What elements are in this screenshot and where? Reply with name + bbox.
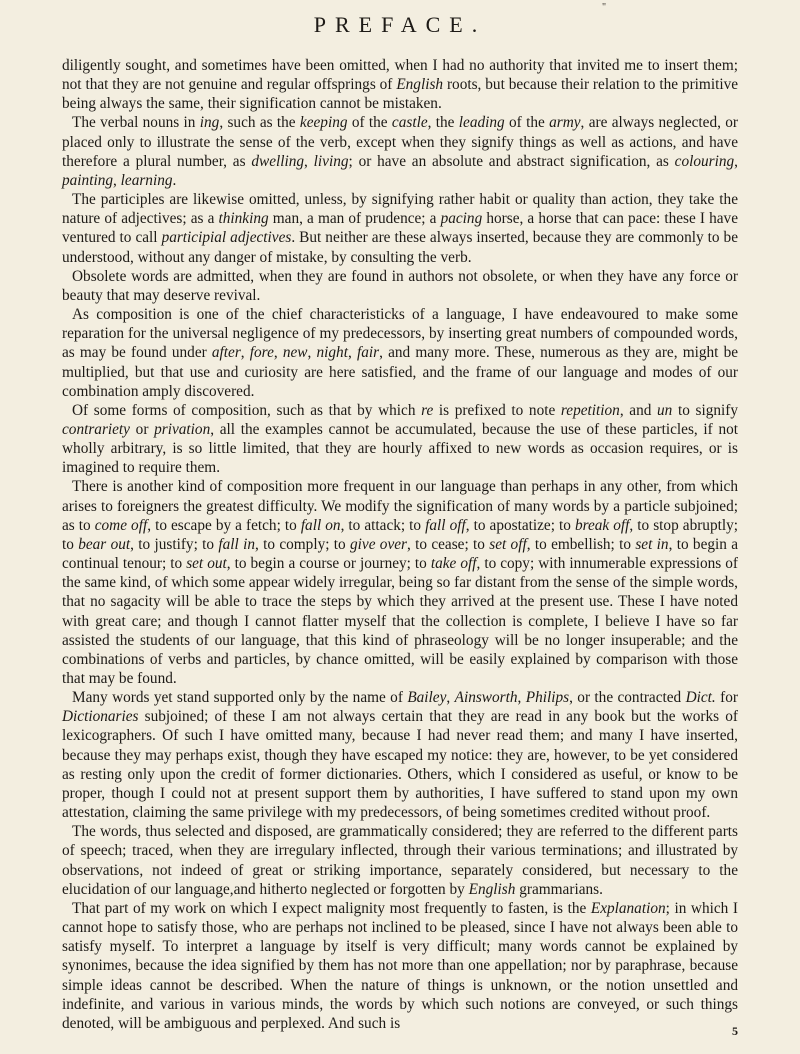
italic-term: English xyxy=(396,76,444,94)
text-run: , to embellish; to xyxy=(526,535,636,553)
text-run: , xyxy=(304,152,314,170)
text-run: , all the examples cannot be accumulated, because the use of these particles, if not wholly arbitrary, is so little limited, that they are hourly affixed to new words as occasion requires, or is imagined to require them. xyxy=(62,420,738,477)
text-run: , such as the xyxy=(219,114,300,132)
italic-term: new xyxy=(282,344,308,362)
text-run: , xyxy=(446,689,455,707)
text-run: There is another kind of composition more frequent in our language than perhaps in any other, from which arises to foreigners the greatest difficulty. We modify the signification of many words by a particle subjoined; as to xyxy=(62,478,738,534)
text-run: roots, but because their relation to the primitive being always the same, their signification cannot be mistaken. xyxy=(62,76,739,113)
italic-term: pacing xyxy=(440,210,483,228)
text-run: grammarians. xyxy=(515,880,603,898)
italic-term: living xyxy=(313,152,349,170)
italic-term: army xyxy=(549,114,581,132)
italic-term: fall in xyxy=(218,535,255,553)
text-run: ; in which I cannot hope to satisfy those, who are perhaps not inclined to be pleased, since I have not always been able to satisfy myself. To interpret a language by itself is very difficult; many words cannot be explained by synonimes, because the idea signified by them has not more than one appellation; nor by paraphrase, because simple ideas cannot be described. When the nature of things is unknown, or the notion unsettled and indefinite, and various in various minds, the words by which such notions are conveyed, or such things denoted, will be ambiguous and perplexed. And such is xyxy=(62,899,738,1032)
text-run: The verbal nouns in xyxy=(72,114,200,132)
paragraph xyxy=(62,401,738,478)
text-run: , the xyxy=(427,114,459,132)
italic-term: participial adjectives xyxy=(161,229,292,247)
text-run: , to begin a course or journey; to xyxy=(226,555,431,573)
italic-term: Explanation xyxy=(590,899,666,917)
italic-term: ing xyxy=(199,114,220,132)
italic-term: take off xyxy=(430,555,477,573)
italic-term: repetition xyxy=(560,401,620,419)
text-run: to signify xyxy=(672,401,738,419)
text-run: , to begin a continual tenour; to xyxy=(62,535,739,573)
italic-term: break off xyxy=(574,516,630,534)
italic-term: fair xyxy=(356,344,380,362)
running-title: PREFACE. xyxy=(313,12,487,37)
italic-term: come off xyxy=(94,516,148,534)
italic-term: privation xyxy=(154,420,211,438)
text-run: or xyxy=(129,420,155,438)
paragraph xyxy=(62,113,738,190)
text-run: , to cease; to xyxy=(407,535,490,553)
italic-term: learning xyxy=(120,171,173,189)
text-run: man, a man of prudence; a xyxy=(268,210,441,228)
italic-term: Ainsworth xyxy=(454,689,518,707)
italic-term: castle xyxy=(391,114,428,132)
text-run: Of some forms of composition, such as that by which xyxy=(72,401,422,419)
text-run: , to apostatize; to xyxy=(465,516,575,534)
text-run: , to attack; to xyxy=(340,516,426,534)
text-run: The participles are likewise omitted, unless, by signifying rather habit or quality than action, they take the nature of adjectives; as a xyxy=(62,191,738,228)
italic-term: fall on xyxy=(300,516,341,534)
italic-term: re xyxy=(421,401,434,419)
italic-term: Dict. xyxy=(685,689,716,707)
italic-term: after xyxy=(211,344,241,362)
italic-term: keeping xyxy=(299,114,348,132)
text-run: That part of my work on which I expect malignity most frequently to fasten, is the xyxy=(72,899,591,917)
text-run: , xyxy=(307,344,317,362)
text-run: of the xyxy=(347,114,392,132)
paragraph xyxy=(62,267,738,305)
paragraph xyxy=(62,56,738,113)
text-run: , and many more. These, numerous as they are, might be multiplied, but that use and curiosity are here satisfied, and the frame of our language and modes of our combination amply discovered. xyxy=(62,344,739,400)
text-run: , xyxy=(273,344,283,362)
paragraph xyxy=(62,688,738,822)
italic-term: give over xyxy=(350,535,407,553)
text-run: , xyxy=(113,171,121,189)
italic-term: Philips xyxy=(525,689,570,707)
italic-term: thinking xyxy=(218,210,269,228)
text-run: , xyxy=(240,344,250,362)
paragraph xyxy=(62,899,738,1033)
paragraph xyxy=(62,477,738,688)
italic-term: un xyxy=(657,401,673,419)
italic-term: Bailey xyxy=(407,689,447,707)
italic-term: leading xyxy=(458,114,505,132)
text-run: , to copy; with innumerable expressions of the same kind, of which some appear widely irregular, being so far distant from the sense of the simple words, that no sagacity will be able to trace the steps by which they arrived at the present use. These I have noted with great care; and though I cannot flatter myself that the collection is complete, I believe I have so far assisted the students of our language, that this kind of phraseology will be no longer insuperable; and the combinations of verbs and particles, by chance omitted, will be easily explained by comparison with those that may be found. xyxy=(62,555,739,687)
text-run: , to justify; to xyxy=(130,535,219,553)
italic-term: night xyxy=(316,344,348,362)
paragraph xyxy=(62,822,738,899)
italic-term: painting xyxy=(62,171,113,189)
italic-term: contrariety xyxy=(62,420,130,438)
text-run: diligently sought, and sometimes have been omitted, when I had no authority that invited me to insert them; not that they are not genuine and regular offsprings of xyxy=(62,57,738,94)
text-run: , to escape by a fetch; to xyxy=(147,516,301,534)
signature-mark: 5 xyxy=(732,1024,738,1038)
italic-term: bear out xyxy=(78,535,131,553)
italic-term: set out xyxy=(186,555,227,573)
text-run: horse, a horse that can pace: these I have ventured to call xyxy=(62,210,738,247)
text-run: , are always neglected, or placed only to illustrate the sense of the verb, except when they signify things as well as actions, and have therefore a plural number, as xyxy=(62,114,739,170)
italic-term: English xyxy=(468,880,516,898)
text-run: , to comply; to xyxy=(254,535,351,553)
paragraph xyxy=(62,305,738,401)
text-run: for xyxy=(715,689,738,707)
italic-term: set off xyxy=(489,535,527,553)
text-run: Obsolete words are admitted, when they are found in authors not obsolete, or when they have any force or beauty that may deserve revival. xyxy=(62,267,738,304)
text-run: . xyxy=(172,171,177,189)
italic-term: Dictionaries xyxy=(62,708,139,726)
text-run: , or the contracted xyxy=(569,689,686,707)
paragraph xyxy=(62,190,738,267)
body-text xyxy=(62,56,738,1033)
text-run: , and xyxy=(619,401,658,419)
text-run: . But neither are these always inserted, because they are commonly to be understood, without any danger of mistake, by consulting the verb. xyxy=(62,229,738,266)
italic-term: fall off xyxy=(425,516,466,534)
text-run: ; or have an absolute and abstract signification, as xyxy=(348,152,675,170)
text-run: , to stop abruptly; to xyxy=(62,516,739,553)
text-run: , xyxy=(347,344,357,362)
italic-term: colouring xyxy=(674,152,735,170)
text-run: subjoined; of these I am not always certain that they are read in any book but the works of lexicographers. Of such I have omitted many, because I had never read them; and many I have inserted, because they may perhaps exist, though they have escaped my notice: they are, however, to be yet considered as resting only upon the credit of former dictionaries. Others, which I considered as useful, or know to be proper, though I could not at present support them by authorities, I have suffered to stand upon my own attestation, claiming the same privilege with my predecessors, of being sometimes credited without proof. xyxy=(62,708,738,822)
corner-mark: " xyxy=(602,2,607,13)
italic-term: fore xyxy=(249,344,274,362)
text-run: , xyxy=(734,152,738,170)
text-run: The words, thus selected and disposed, are grammatically considered; they are referred to the different parts of speech; traced, when they are irregulary inflected, through their various terminations; and illustrated by observations, not indeed of great or striking importance, separately considered, but necessary to the elucidation of our language,and hitherto neglected or forgotten by xyxy=(62,823,738,898)
text-run: of the xyxy=(504,114,550,132)
italic-term: set in xyxy=(635,535,669,553)
text-run: Many words yet stand supported only by the name of xyxy=(72,689,408,707)
italic-term: dwelling xyxy=(251,152,305,170)
text-run: As composition is one of the chief characteristicks of a language, I have endeavoured to make some reparation for the universal negligence of my predecessors, by inserting great numbers of compounded words, as may be found under xyxy=(62,306,738,362)
text-run: , xyxy=(517,689,526,707)
text-run: is prefixed to note xyxy=(433,401,561,419)
